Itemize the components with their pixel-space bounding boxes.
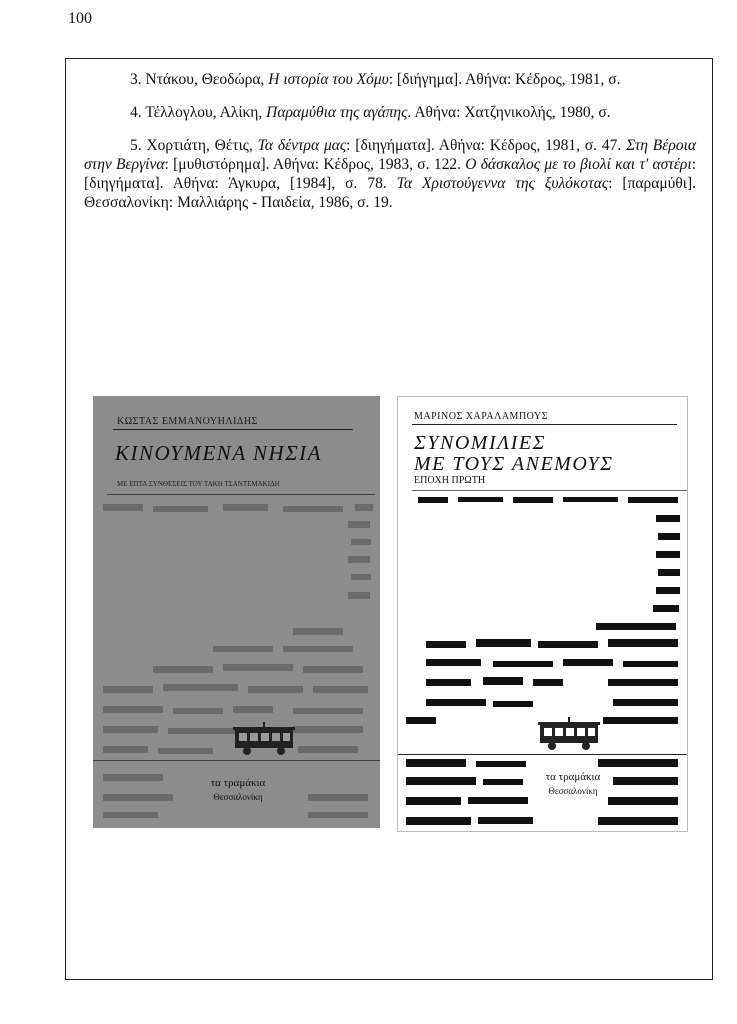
reference-item bbox=[84, 103, 696, 122]
reference-author: Ντάκου, Θεοδώρα, bbox=[145, 71, 265, 88]
tram-icon bbox=[233, 722, 295, 756]
reference-details: : [διηγήματα]. Αθήνα: Κέδρος, 1981, σ. 47. bbox=[346, 137, 622, 154]
reference-details: : [μυθιστόρημα]. Αθήνα: Κέδρος, 1983, σ. 122. bbox=[164, 156, 461, 173]
publisher-city: Θεσσαλονίκη bbox=[213, 792, 263, 802]
cover-text-pattern bbox=[93, 396, 380, 828]
reference-details: : [παραμύθι]. Θεσσαλονίκη: Μαλλιάρης - Παιδεία, 1986, σ. 19. bbox=[84, 175, 696, 211]
cover-rule bbox=[93, 760, 380, 761]
cover-title-line1: ΣΥΝΟΜΙΛΙΕΣ bbox=[414, 432, 546, 454]
reference-number: 5. bbox=[130, 137, 142, 154]
cover-publisher bbox=[193, 776, 283, 804]
cover-title-line2: ΜΕ ΤΟΥΣ ΑΝΕΜΟΥΣ bbox=[414, 453, 614, 475]
reference-item bbox=[84, 136, 696, 212]
tram-icon bbox=[538, 717, 600, 751]
reference-number: 4. bbox=[130, 104, 142, 121]
reference-details: : [διήγημα]. Αθήνα: Κέδρος, 1981, σ. bbox=[388, 71, 621, 88]
cover-rule bbox=[398, 754, 688, 755]
publisher-city: Θεσσαλονίκη bbox=[548, 786, 598, 796]
cover-publisher bbox=[528, 770, 618, 798]
book-cover-kinoumena-nisia bbox=[93, 396, 380, 828]
reference-title: Ο δάσκαλος με το βιολί και τ' αστέρι bbox=[465, 156, 692, 173]
reference-author: Τέλλογλου, Αλίκη, bbox=[145, 104, 263, 121]
cover-text-pattern bbox=[398, 397, 688, 832]
page-number: 100 bbox=[68, 10, 92, 27]
publisher-name: τα τραμάκια bbox=[210, 777, 266, 789]
reference-list bbox=[84, 70, 696, 226]
reference-details: . Αθήνα: Χατζηνικολής, 1980, σ. bbox=[407, 104, 611, 121]
reference-details: : [διηγήματα]. Αθήνα: Άγκυρα, [1984], σ. 78. bbox=[84, 156, 696, 192]
reference-title: Στη Βέροια στην Βεργίνα bbox=[84, 137, 697, 173]
reference-title: Τα δέντρα μας bbox=[257, 137, 347, 154]
reference-title: Η ιστορία του Χόμυ bbox=[268, 71, 389, 88]
reference-title: Παραμύθια της αγάπης bbox=[266, 104, 408, 121]
reference-title: Τα Χριστούγεννα της ξυλόκοτας bbox=[396, 175, 609, 192]
reference-item bbox=[84, 70, 696, 89]
cover-subtitle: ΕΠΟΧΗ ΠΡΩΤΗ bbox=[414, 475, 486, 486]
cover-author: ΜΑΡΙΝΟΣ ΧΑΡΑΛΑΜΠΟΥΣ bbox=[414, 411, 548, 422]
cover-author: ΚΩΣΤΑΣ ΕΜΜΑΝΟΥΗΛΙΔΗΣ bbox=[117, 416, 258, 427]
reference-author: Χορτιάτη, Θέτις, bbox=[146, 137, 253, 154]
publisher-name: τα τραμάκια bbox=[545, 771, 601, 783]
book-cover-synomilies bbox=[397, 396, 688, 832]
cover-title: ΚΙΝΟΥΜΕΝΑ ΝΗΣΙΑ bbox=[115, 441, 322, 465]
cover-subtitle: ΜΕ ΕΠΤΑ ΣΥΝΘΕΣΕΙΣ ΤΟΥ ΤΑΚΗ ΤΣΑΝΤΕΜΑΚΙΔΗ bbox=[117, 480, 280, 488]
reference-number: 3. bbox=[130, 71, 142, 88]
